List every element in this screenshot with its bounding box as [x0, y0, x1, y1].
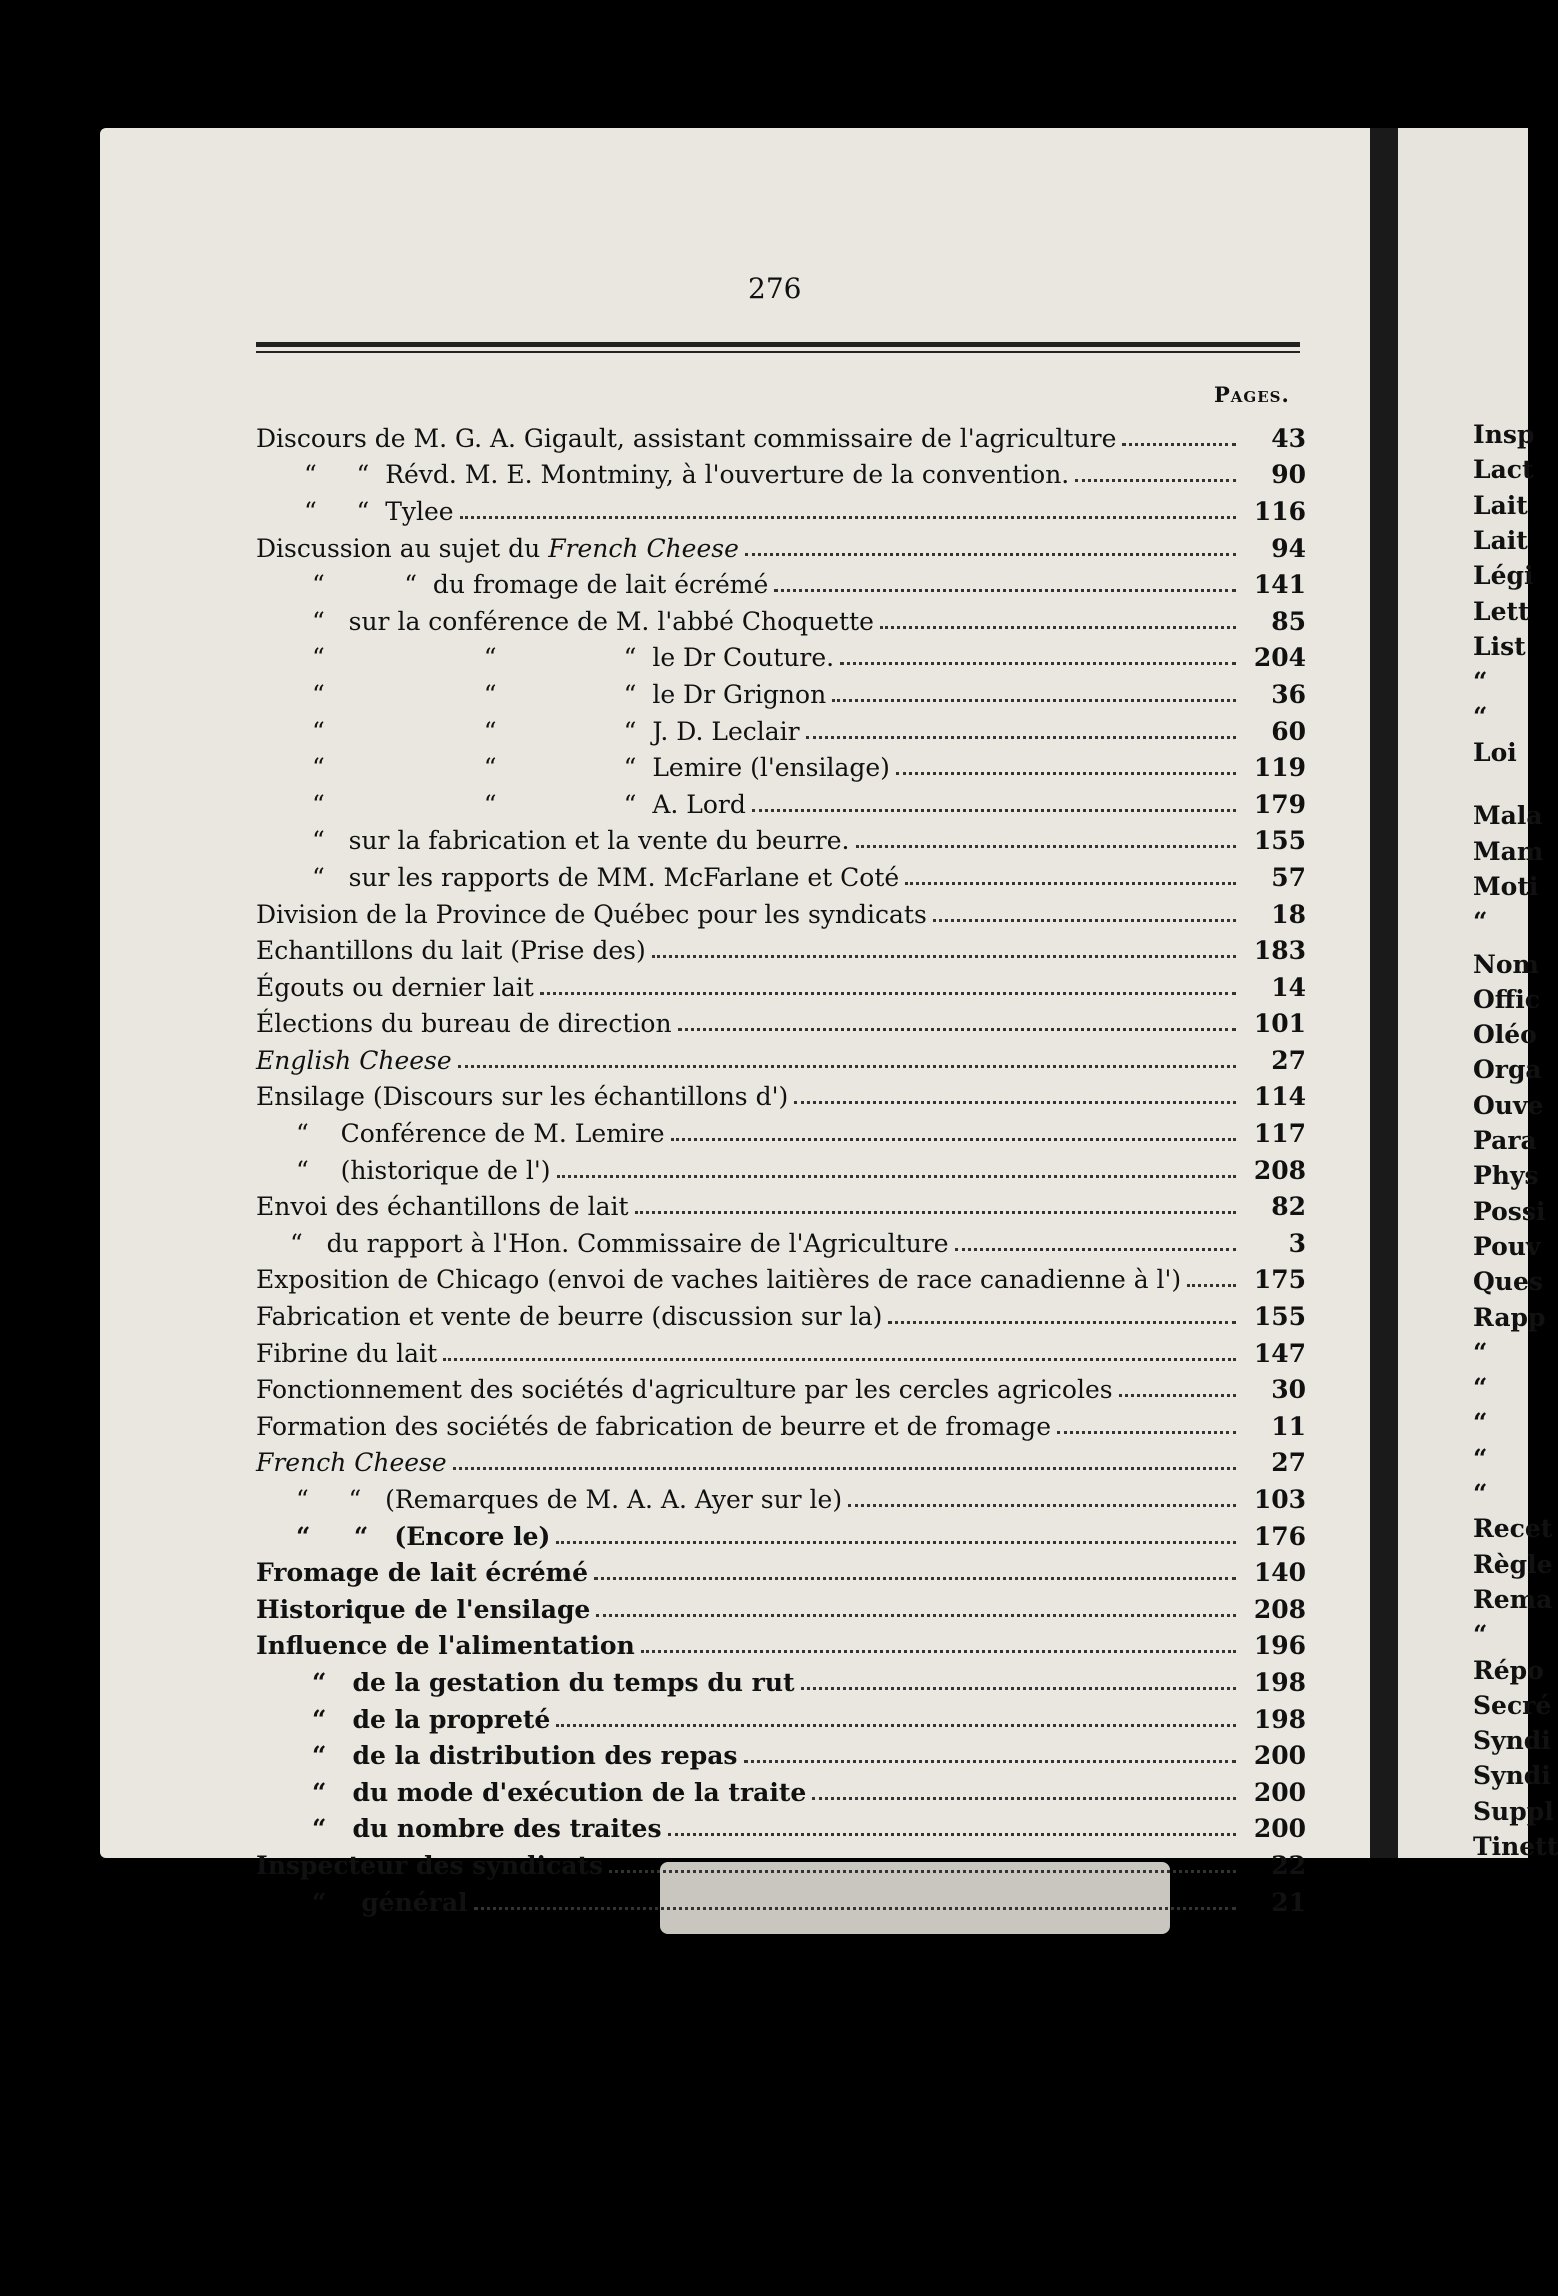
right-page-fragment: “ [1473, 1443, 1488, 1473]
entry-page-number: 155 [1253, 1302, 1306, 1332]
entry-text: “ (historique de l') [296, 1155, 551, 1185]
index-entry [256, 1152, 1306, 1189]
right-page-fragment: Lett [1473, 596, 1530, 626]
index-entry [256, 1079, 1306, 1116]
entry-page-number: 198 [1253, 1667, 1306, 1697]
right-page-fragment: Lait [1473, 490, 1528, 520]
entry-text: “ “ “ J. D. Leclair [312, 716, 800, 746]
leader-dots [794, 1101, 1236, 1104]
right-page-fragment: List [1473, 631, 1526, 661]
entry-page-number: 155 [1253, 826, 1306, 856]
entry-page-number: 208 [1253, 1594, 1306, 1624]
index-entry [256, 640, 1306, 677]
leader-dots [888, 1321, 1236, 1324]
leader-dots [668, 1833, 1236, 1836]
entry-page-number: 198 [1253, 1704, 1306, 1734]
index-entry [256, 823, 1306, 860]
right-page-fragment: Possi [1473, 1196, 1546, 1226]
entry-text: “ de la distribution des repas [312, 1741, 738, 1771]
right-page-fragment: Lait [1473, 525, 1528, 555]
entry-page-number: 90 [1271, 460, 1306, 490]
index-entry [256, 1591, 1306, 1628]
entry-page-number: 116 [1253, 496, 1306, 526]
entry-page-number: 119 [1253, 753, 1306, 783]
entry-text: “ du nombre des traites [312, 1814, 662, 1844]
right-page-fragment: Recet [1473, 1514, 1553, 1544]
right-page-fragment: Suppl [1473, 1796, 1554, 1826]
leader-dots [671, 1138, 1236, 1141]
right-page-fragment: Syndi [1473, 1726, 1551, 1756]
leader-dots [896, 772, 1236, 775]
right-page-fragment: Insp [1473, 420, 1535, 449]
entry-text: “ “ Tylee [304, 496, 454, 526]
leader-dots [460, 516, 1236, 519]
leader-dots [774, 589, 1236, 592]
entry-text: “ sur les rapports de MM. McFarlane et Coté [312, 862, 900, 892]
right-page-fragment: Ouve [1473, 1090, 1544, 1120]
right-page-fragment: “ [1473, 1337, 1488, 1367]
index-entry [256, 1225, 1306, 1262]
entry-page-number: 3 [1288, 1228, 1306, 1258]
leader-dots [1057, 1431, 1236, 1434]
right-page-fragment: Orga [1473, 1055, 1542, 1085]
entry-text: “ “ “ le Dr Couture. [312, 643, 835, 673]
leader-dots [453, 1467, 1236, 1470]
index-entry [256, 932, 1306, 969]
right-page-fragment: Légi [1473, 561, 1534, 591]
entry-page-number: 208 [1253, 1155, 1306, 1185]
entry-page-number: 11 [1271, 1411, 1306, 1441]
book-gutter [1370, 128, 1398, 1858]
leader-dots [635, 1211, 1236, 1214]
page-number: 276 [748, 272, 802, 305]
entry-text: “ “ du fromage de lait écrémé [312, 570, 769, 600]
entry-page-number: 117 [1253, 1119, 1306, 1149]
entry-text: “ de la propreté [312, 1704, 551, 1734]
leader-dots [880, 626, 1236, 629]
index-entry [256, 1188, 1306, 1225]
entry-text: Inspecteur des syndicats [256, 1850, 604, 1880]
leader-dots [1075, 479, 1236, 482]
index-entry [256, 1408, 1306, 1445]
entry-text: “ sur la fabrication et la vente du beurre. [312, 826, 850, 856]
index-entry [256, 676, 1306, 713]
index-entry [256, 420, 1306, 457]
index-entry [256, 566, 1306, 603]
leader-dots [678, 1028, 1236, 1031]
leader-dots [806, 736, 1236, 739]
entry-page-number: 200 [1253, 1777, 1306, 1807]
leader-dots [443, 1358, 1236, 1361]
right-page-fragment: Répo [1473, 1655, 1544, 1685]
right-page-fragment: “ [1473, 1479, 1488, 1508]
entry-text: “ Conférence de M. Lemire [296, 1119, 665, 1149]
index-entry [256, 1884, 1306, 1921]
entry-page-number: 101 [1253, 1009, 1306, 1039]
leader-dots [1187, 1284, 1236, 1287]
entry-text: “ du rapport à l'Hon. Commissaire de l'Agriculture [290, 1228, 949, 1258]
index-entry [256, 749, 1306, 786]
leader-dots [557, 1175, 1236, 1178]
right-page-fragment: Règle [1473, 1549, 1553, 1579]
pages-column-label: Pages. [1214, 382, 1290, 407]
index-entry [256, 1115, 1306, 1152]
index-entry [256, 1042, 1306, 1079]
entry-text: Formation des sociétés de fabrication de beurre et de fromage [256, 1411, 1051, 1441]
index-entry [256, 1737, 1306, 1774]
index-entries [256, 420, 1306, 1920]
entry-page-number: 200 [1253, 1814, 1306, 1844]
leader-dots [933, 919, 1236, 922]
leader-dots [832, 699, 1236, 702]
entry-text: Envoi des échantillons de lait [256, 1192, 629, 1222]
right-page-fragment: Rapp [1473, 1302, 1546, 1332]
leader-dots [609, 1870, 1236, 1873]
entry-text: Discussion au sujet du French Cheese [256, 533, 739, 563]
index-entry [256, 1774, 1306, 1811]
leader-dots [1119, 1394, 1236, 1397]
right-page-fragments [1473, 420, 1558, 1861]
entry-page-number: 179 [1253, 789, 1306, 819]
entry-page-number: 140 [1253, 1558, 1306, 1588]
index-entry [256, 896, 1306, 933]
leader-dots [745, 553, 1236, 556]
right-page-fragment: Moti [1473, 871, 1539, 901]
leader-dots [801, 1687, 1236, 1690]
entry-text: Discours de M. G. A. Gigault, assistant commissaire de l'agriculture [256, 423, 1117, 453]
leader-dots [641, 1650, 1236, 1653]
index-entry [256, 1445, 1306, 1482]
entry-page-number: 103 [1253, 1485, 1306, 1515]
index-entry [256, 1847, 1306, 1884]
index-entry [256, 1298, 1306, 1335]
entry-text: “ “ “ Lemire (l'ensilage) [312, 753, 890, 783]
index-entry [256, 969, 1306, 1006]
entry-page-number: 14 [1271, 972, 1306, 1002]
entry-page-number: 21 [1271, 1887, 1306, 1917]
index-entry [256, 1262, 1306, 1299]
leader-dots [594, 1577, 1236, 1580]
index-entry [256, 1628, 1306, 1665]
leader-dots [856, 845, 1237, 848]
index-entry [256, 786, 1306, 823]
entry-page-number: 27 [1271, 1448, 1306, 1478]
entry-text: Influence de l'alimentation [256, 1631, 635, 1661]
entry-text: “ “ “ le Dr Grignon [312, 679, 827, 709]
right-page-fragment: Tinett [1473, 1832, 1558, 1861]
leader-dots [752, 809, 1236, 812]
entry-page-number: 18 [1271, 899, 1306, 929]
index-entry [256, 603, 1306, 640]
entry-text: Égouts ou dernier lait [256, 972, 534, 1002]
entry-page-number: 85 [1271, 606, 1306, 636]
right-page-fragment: Lact [1473, 455, 1534, 485]
entry-text: “ “ (Encore le) [296, 1521, 551, 1551]
entry-page-number: 36 [1271, 679, 1306, 709]
entry-page-number: 204 [1253, 643, 1306, 673]
right-page-fragment: Mam [1473, 836, 1544, 866]
entry-page-number: 43 [1271, 423, 1306, 453]
index-entry [256, 1006, 1306, 1043]
right-page-fragment: “ [1473, 907, 1488, 937]
index-entry [256, 530, 1306, 567]
right-page-fragment: “ [1473, 667, 1488, 697]
entry-text: English Cheese [256, 1045, 452, 1075]
right-page-fragment: Syndi [1473, 1761, 1551, 1791]
entry-text: “ “ “ A. Lord [312, 789, 746, 819]
leader-dots [812, 1797, 1236, 1800]
leader-dots [840, 662, 1236, 665]
leader-dots [474, 1907, 1236, 1910]
entry-page-number: 176 [1253, 1521, 1306, 1551]
leader-dots [1122, 443, 1236, 446]
header-rule [256, 342, 1300, 347]
index-entry [256, 859, 1306, 896]
entry-text: “ du mode d'exécution de la traite [312, 1777, 807, 1807]
entry-text: Division de la Province de Québec pour les syndicats [256, 899, 927, 929]
right-page-fragment: Phys [1473, 1161, 1539, 1191]
index-entry [256, 457, 1306, 494]
index-entry [256, 1481, 1306, 1518]
leader-dots [652, 955, 1236, 958]
index-entry [256, 713, 1306, 750]
right-page-fragment: Nom [1473, 949, 1539, 979]
right-page-fragment: Offic [1473, 984, 1541, 1014]
entry-text: Historique de l'ensilage [256, 1594, 591, 1624]
right-page-fragment: Ques [1473, 1267, 1543, 1297]
leader-dots [556, 1724, 1236, 1727]
right-page-fragment: Pouv [1473, 1231, 1541, 1261]
entry-text: Fabrication et vente de beurre (discussion sur la) [256, 1302, 883, 1332]
entry-page-number: 57 [1271, 862, 1306, 892]
index-entry [256, 1811, 1306, 1848]
entry-text: Fibrine du lait [256, 1338, 438, 1368]
leader-dots [955, 1248, 1236, 1251]
entry-page-number: 114 [1253, 1082, 1306, 1112]
leader-dots [848, 1504, 1236, 1507]
index-entry [256, 1335, 1306, 1372]
entry-text: “ de la gestation du temps du rut [312, 1667, 795, 1697]
leader-dots [596, 1614, 1236, 1617]
right-page-fragment: “ [1473, 702, 1488, 732]
index-entry [256, 493, 1306, 530]
leader-dots [556, 1541, 1236, 1544]
entry-page-number: 27 [1271, 1045, 1306, 1075]
entry-page-number: 147 [1253, 1338, 1306, 1368]
index-entry [256, 1664, 1306, 1701]
right-page-fragment: “ [1473, 1373, 1488, 1403]
right-page-fragment: Rema [1473, 1584, 1553, 1614]
entry-page-number: 183 [1253, 936, 1306, 966]
entry-text: French Cheese [256, 1448, 447, 1478]
leader-dots [458, 1065, 1236, 1068]
entry-page-number: 200 [1253, 1741, 1306, 1771]
header-rule-thin [256, 351, 1300, 353]
right-page-fragment: “ [1473, 1408, 1488, 1438]
entry-text: “ “ Révd. M. E. Montminy, à l'ouverture de la convention. [304, 460, 1070, 490]
entry-page-number: 30 [1271, 1375, 1306, 1405]
entry-page-number: 94 [1271, 533, 1306, 563]
entry-text: Fonctionnement des sociétés d'agriculture par les cercles agricoles [256, 1375, 1113, 1405]
right-page-fragment: Loi [1473, 737, 1517, 767]
entry-page-number: 175 [1253, 1265, 1306, 1295]
right-page-fragment: Para [1473, 1126, 1537, 1155]
entry-text: Fromage de lait écrémé [256, 1558, 588, 1588]
entry-page-number: 22 [1271, 1850, 1306, 1880]
leader-dots [905, 882, 1236, 885]
entry-text: Élections du bureau de direction [256, 1009, 672, 1039]
entry-text: Exposition de Chicago (envoi de vaches laitières de race canadienne à l') [256, 1265, 1182, 1295]
index-entry [256, 1518, 1306, 1555]
right-page-fragment: Oléo [1473, 1020, 1537, 1050]
index-entry [256, 1371, 1306, 1408]
entry-page-number: 196 [1253, 1631, 1306, 1661]
entry-page-number: 141 [1253, 570, 1306, 600]
index-entry [256, 1554, 1306, 1591]
entry-text: “ “ (Remarques de M. A. A. Ayer sur le) [296, 1485, 843, 1515]
entry-text: Echantillons du lait (Prise des) [256, 936, 646, 966]
entry-page-number: 60 [1271, 716, 1306, 746]
index-entry [256, 1701, 1306, 1738]
leader-dots [744, 1760, 1236, 1763]
entry-page-number: 82 [1271, 1192, 1306, 1222]
right-page-fragment: “ [1473, 1620, 1488, 1650]
leader-dots [540, 992, 1236, 995]
entry-text: “ général [312, 1887, 468, 1917]
entry-text: “ sur la conférence de M. l'abbé Choquette [312, 606, 874, 636]
entry-text: Ensilage (Discours sur les échantillons d') [256, 1082, 789, 1112]
right-page-fragment: Secré [1473, 1690, 1552, 1720]
right-page-fragment: Mala [1473, 801, 1543, 831]
